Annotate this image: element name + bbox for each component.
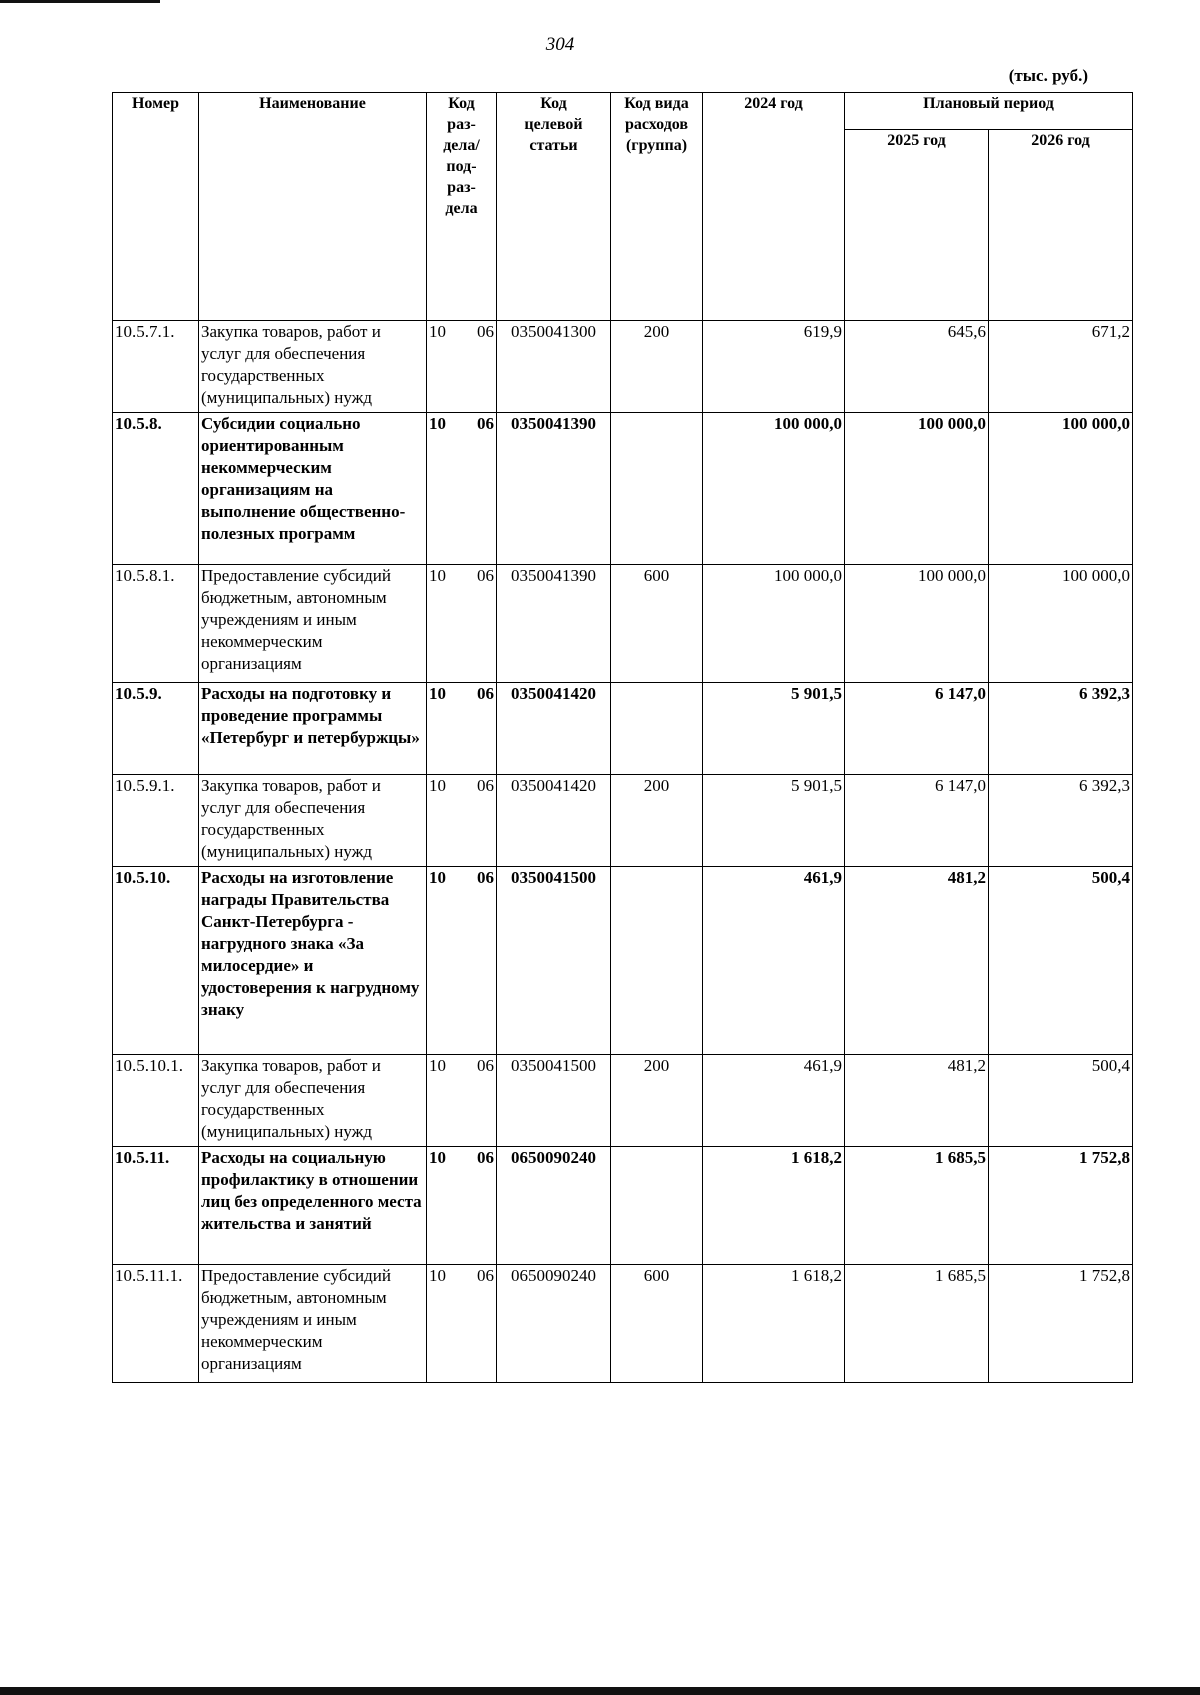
row-amount-2025: 1 685,5 (845, 1265, 989, 1383)
subsection-code: 06 (477, 566, 494, 585)
row-number: 10.5.10. (113, 867, 199, 1055)
table-row (113, 867, 1133, 1055)
header-line: дела/ (443, 137, 480, 154)
row-section-code (427, 565, 497, 683)
table-row (113, 1265, 1133, 1383)
row-section-code (427, 867, 497, 1055)
table-body (113, 321, 1133, 1383)
section-code: 10 (429, 566, 446, 585)
row-amount-2024: 1 618,2 (703, 1147, 845, 1265)
page-number: 304 (545, 34, 575, 55)
section-code: 10 (429, 322, 446, 341)
header-line: Код (540, 95, 567, 112)
header-line: Код вида (624, 95, 689, 112)
row-target-code: 0350041390 (497, 565, 611, 683)
row-name: Закупка товаров, работ и услуг для обеспечения государственных (муниципальных) нужд (199, 1055, 427, 1147)
row-amount-2024: 5 901,5 (703, 775, 845, 867)
row-number: 10.5.7.1. (113, 321, 199, 413)
row-section-code (427, 1147, 497, 1265)
header-row-1 (113, 93, 1133, 130)
table-row (113, 565, 1133, 683)
row-amount-2025: 100 000,0 (845, 565, 989, 683)
row-target-code: 0350041500 (497, 1055, 611, 1147)
row-expense-kind: 200 (611, 1055, 703, 1147)
row-name: Предоставление субсидий бюджетным, автономным учреждениям и иным некоммерческим организациям (199, 565, 427, 683)
budget-table (112, 92, 1133, 1383)
row-amount-2026: 100 000,0 (989, 413, 1133, 565)
row-number: 10.5.11.1. (113, 1265, 199, 1383)
subsection-code: 06 (477, 414, 494, 433)
units-label: (тыс. руб.) (1008, 66, 1088, 85)
row-name: Закупка товаров, работ и услуг для обеспечения государственных (муниципальных) нужд (199, 321, 427, 413)
row-amount-2024: 1 618,2 (703, 1265, 845, 1383)
row-target-code: 0350041500 (497, 867, 611, 1055)
table-row (113, 775, 1133, 867)
section-code: 10 (429, 1266, 446, 1285)
row-expense-kind: 600 (611, 565, 703, 683)
header-line: Код (448, 95, 475, 112)
subsection-code: 06 (477, 1148, 494, 1167)
header-line: раз- (447, 116, 476, 133)
row-name: Предоставление субсидий бюджетным, автономным учреждениям и иным некоммерческим организациям (199, 1265, 427, 1383)
row-amount-2025: 1 685,5 (845, 1147, 989, 1265)
table-row (113, 1055, 1133, 1147)
subsection-code: 06 (477, 868, 494, 887)
header-name: Наименование (199, 93, 427, 321)
row-amount-2026: 671,2 (989, 321, 1133, 413)
header-year-2024: 2024 год (703, 93, 845, 321)
row-number: 10.5.8.1. (113, 565, 199, 683)
row-amount-2024: 461,9 (703, 867, 845, 1055)
section-code: 10 (429, 414, 446, 433)
row-number: 10.5.11. (113, 1147, 199, 1265)
row-target-code: 0350041300 (497, 321, 611, 413)
row-amount-2026: 6 392,3 (989, 683, 1133, 775)
row-amount-2026: 500,4 (989, 867, 1133, 1055)
row-name: Закупка товаров, работ и услуг для обеспечения государственных (муниципальных) нужд (199, 775, 427, 867)
subsection-code: 06 (477, 776, 494, 795)
header-section (427, 93, 497, 321)
scan-edge-mark (0, 0, 160, 3)
table-row (113, 1147, 1133, 1265)
row-amount-2024: 461,9 (703, 1055, 845, 1147)
section-code: 10 (429, 776, 446, 795)
row-amount-2024: 5 901,5 (703, 683, 845, 775)
row-amount-2024: 100 000,0 (703, 565, 845, 683)
section-code: 10 (429, 1056, 446, 1075)
row-target-code: 0350041420 (497, 683, 611, 775)
row-amount-2024: 100 000,0 (703, 413, 845, 565)
subsection-code: 06 (477, 322, 494, 341)
row-name: Расходы на изготовление награды Правительства Санкт-Петербурга - нагрудного знака «За милосердие» и удостоверения к нагрудному знаку (199, 867, 427, 1055)
scan-bottom-edge (0, 1687, 1200, 1695)
row-amount-2025: 6 147,0 (845, 683, 989, 775)
row-section-code (427, 683, 497, 775)
row-number: 10.5.9. (113, 683, 199, 775)
row-section-code (427, 775, 497, 867)
subsection-code: 06 (477, 1266, 494, 1285)
header-line: (группа) (625, 137, 688, 154)
table-row (113, 683, 1133, 775)
table-row (113, 413, 1133, 565)
header-year-2026: 2026 год (989, 130, 1133, 321)
row-amount-2026: 1 752,8 (989, 1265, 1133, 1383)
row-expense-kind: 200 (611, 321, 703, 413)
row-target-code: 0350041390 (497, 413, 611, 565)
header-year-2025: 2025 год (845, 130, 989, 321)
header-target (497, 93, 611, 321)
section-code: 10 (429, 684, 446, 703)
row-amount-2025: 645,6 (845, 321, 989, 413)
row-expense-kind (611, 867, 703, 1055)
row-amount-2026: 6 392,3 (989, 775, 1133, 867)
row-amount-2025: 6 147,0 (845, 775, 989, 867)
row-expense-kind: 600 (611, 1265, 703, 1383)
header-line: целевой (524, 116, 583, 133)
row-name: Расходы на социальную профилактику в отношении лиц без определенного места жительства и занятий (199, 1147, 427, 1265)
subsection-code: 06 (477, 1056, 494, 1075)
row-number: 10.5.10.1. (113, 1055, 199, 1147)
row-amount-2024: 619,9 (703, 321, 845, 413)
row-amount-2026: 500,4 (989, 1055, 1133, 1147)
header-planned-period: Плановый период (845, 93, 1133, 130)
row-expense-kind (611, 1147, 703, 1265)
row-target-code: 0650090240 (497, 1265, 611, 1383)
row-amount-2025: 481,2 (845, 867, 989, 1055)
row-number: 10.5.9.1. (113, 775, 199, 867)
row-name: Расходы на подготовку и проведение программы «Петербург и петербуржцы» (199, 683, 427, 775)
row-amount-2025: 481,2 (845, 1055, 989, 1147)
row-target-code: 0650090240 (497, 1147, 611, 1265)
header-line: раз- (447, 179, 476, 196)
row-amount-2026: 100 000,0 (989, 565, 1133, 683)
section-code: 10 (429, 868, 446, 887)
header-line: расходов (624, 116, 689, 133)
header-number: Номер (113, 93, 199, 321)
row-name: Субсидии социально ориентированным некоммерческим организациям на выполнение общественно-полезных программ (199, 413, 427, 565)
row-section-code (427, 1055, 497, 1147)
header-line: под- (446, 158, 477, 175)
subsection-code: 06 (477, 684, 494, 703)
row-target-code: 0350041420 (497, 775, 611, 867)
row-number: 10.5.8. (113, 413, 199, 565)
header-line: дела (445, 200, 478, 217)
header-expense-kind (611, 93, 703, 321)
row-expense-kind (611, 413, 703, 565)
row-expense-kind: 200 (611, 775, 703, 867)
row-expense-kind (611, 683, 703, 775)
row-amount-2026: 1 752,8 (989, 1147, 1133, 1265)
row-section-code (427, 1265, 497, 1383)
row-section-code (427, 321, 497, 413)
row-section-code (427, 413, 497, 565)
row-amount-2025: 100 000,0 (845, 413, 989, 565)
section-code: 10 (429, 1148, 446, 1167)
header-line: статьи (529, 137, 578, 154)
table-row (113, 321, 1133, 413)
